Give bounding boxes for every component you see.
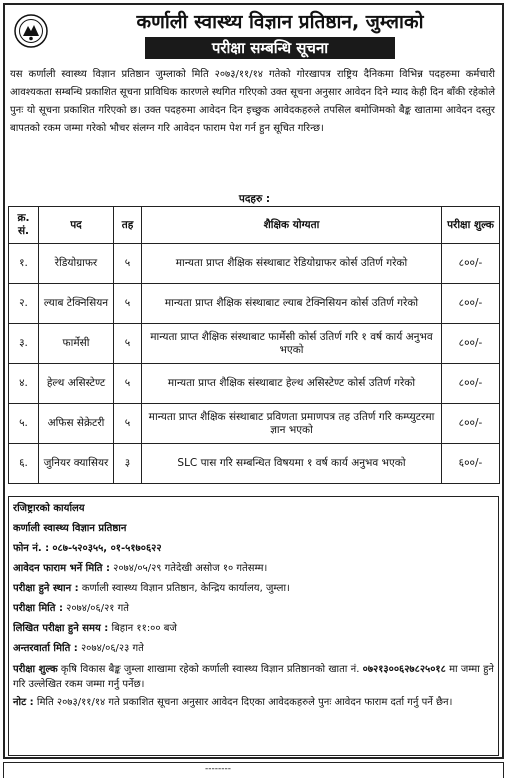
- cell-sn: २.: [9, 284, 39, 324]
- cell-qualification: मान्यता प्राप्त शैक्षिक संस्थाबाट रेडियोग्राफर कोर्स उतिर्ण गरेको: [142, 244, 442, 284]
- table-row: [9, 324, 500, 364]
- interview-date-line: [13, 639, 494, 659]
- fee-account: ०७२१३००६२७८२५०१८: [362, 664, 446, 675]
- fee-text-2: मा जम्मा हुने गरि उल्लेखित रकम जम्मा गर्नु पर्नेछ।: [13, 664, 494, 690]
- fee-label: परीक्षा शुल्क: [13, 664, 58, 675]
- exam-date-value: २०७४/०६/२१ गते: [66, 603, 129, 614]
- contact-details-box: [8, 496, 499, 756]
- col-header-post: पद: [39, 207, 114, 244]
- table-row: [9, 284, 500, 324]
- posts-table: [8, 206, 500, 484]
- col-header-level: तह: [114, 207, 142, 244]
- cell-post: हेल्थ असिस्टेण्ट: [39, 364, 114, 404]
- cell-qualification: मान्यता प्राप्त शैक्षिक संस्थाबाट प्रविणता प्रमाणपत्र तह उतिर्ण गरि कम्प्युटरमा ज्ञान भएको: [142, 404, 442, 444]
- exam-time-line: [13, 619, 494, 639]
- cell-fee: ६००/-: [442, 444, 500, 484]
- cell-qualification: मान्यता प्राप्त शैक्षिक संस्थाबाट फार्मेसी कोर्स उतिर्ण गरि १ वर्ष कार्य अनुभव भएको: [142, 324, 442, 364]
- cell-post: रेडियोग्राफर: [39, 244, 114, 284]
- venue-value: कर्णाली स्वास्थ्य विज्ञान प्रतिष्ठान, केन्द्रिय कार्यालय, जुम्ला।: [81, 583, 290, 594]
- cell-sn: ३.: [9, 324, 39, 364]
- interview-date-value: २०७४/०६/२३ गते: [80, 643, 144, 654]
- cell-post: अफिस सेक्रेटरी: [39, 404, 114, 444]
- office-name: रजिष्ट्रारको कार्यालय: [13, 503, 85, 514]
- cell-sn: ४.: [9, 364, 39, 404]
- table-row: [9, 244, 500, 284]
- phone-label: फोन नं. :: [13, 543, 50, 554]
- cell-fee: ८००/-: [442, 404, 500, 444]
- form-date-label: आवेदन फाराम भर्ने मिति :: [13, 563, 110, 574]
- cell-level: ५: [114, 244, 142, 284]
- venue-line: [13, 579, 494, 599]
- cell-sn: ६.: [9, 444, 39, 484]
- cell-post: फार्मेसी: [39, 324, 114, 364]
- institution-seal-icon: [14, 14, 48, 48]
- cell-fee: ८००/-: [442, 324, 500, 364]
- org-name: कर्णाली स्वास्थ्य विज्ञान प्रतिष्ठान: [13, 523, 127, 534]
- cell-level: ३: [114, 444, 142, 484]
- fee-text-1: कृषि विकास बैङ्क जुम्ला शाखामा रहेको कर्णाली स्वास्थ्य विज्ञान प्रतिष्ठानको खाता नं.: [60, 664, 360, 675]
- notice-heading: परीक्षा सम्बन्धि सूचना: [145, 37, 395, 59]
- next-notice-border: [3, 762, 504, 778]
- cell-fee: ८००/-: [442, 284, 500, 324]
- table-row: [9, 404, 500, 444]
- venue-label: परीक्षा हुने स्थान :: [13, 583, 79, 594]
- fee-paragraph: [13, 662, 494, 692]
- note-label: नोट :: [13, 697, 34, 708]
- cell-qualification: SLC पास गरि सम्बन्धित विषयमा १ वर्ष कार्य अनुभव भएको: [142, 444, 442, 484]
- exam-time-value: बिहान ११:०० बजे: [111, 623, 177, 634]
- cell-sn: १.: [9, 244, 39, 284]
- note-value: मिति २०७३/११/१४ गते प्रकाशित सूचना अनुसार आवेदन दिएका आवेदकहरुले पुनः आवेदन फाराम दर्ता गर्नु पर्ने छैन।: [36, 697, 453, 708]
- col-header-fee: परीक्षा शुल्क: [442, 207, 500, 244]
- exam-date-label: परीक्षा मिति :: [13, 603, 63, 614]
- table-row: [9, 364, 500, 404]
- cell-sn: ५.: [9, 404, 39, 444]
- form-date-value: २०७४/०५/२९ गतेदेखी असोज १० गतेसम्म।: [113, 563, 268, 574]
- cell-fee: ८००/-: [442, 244, 500, 284]
- cell-post: ल्याब टेक्निसियन: [39, 284, 114, 324]
- cell-level: ५: [114, 364, 142, 404]
- form-date-line: [13, 559, 494, 579]
- cell-level: ५: [114, 404, 142, 444]
- table-row: [9, 444, 500, 484]
- exam-date-line: [13, 599, 494, 619]
- next-notice-text: --------: [205, 764, 231, 774]
- posts-heading: पदहरु :: [238, 193, 271, 205]
- col-header-sn: क्र. सं.: [9, 207, 39, 244]
- cell-level: ५: [114, 324, 142, 364]
- cell-fee: ८००/-: [442, 364, 500, 404]
- phone-value: ०८७-५२०३५५, ०१-५१७०६२२: [52, 543, 162, 554]
- note-paragraph: [13, 695, 494, 710]
- org-title: कर्णाली स्वास्थ्य विज्ञान प्रतिष्ठान, जुम्लाको: [136, 11, 424, 33]
- phone-line: [13, 539, 494, 559]
- col-header-qualification: शैक्षिक योग्यता: [142, 207, 442, 244]
- interview-date-label: अन्तरवार्ता मिति :: [13, 643, 78, 654]
- cell-level: ५: [114, 284, 142, 324]
- exam-time-label: लिखित परीक्षा हुने समय :: [13, 623, 109, 634]
- table-header-row: [9, 207, 500, 244]
- intro-paragraph: यस कर्णाली स्वास्थ्य विज्ञान प्रतिष्ठान जुम्लाको मिति २०७३/११/१४ गतेको गोरखापत्र राष्ट्रिय दैनिकमा विभिन्न पदहरुमा कर्मचारी आवश्यकता सम्बन्धि प्रकाशित सूचना प्राविधिक कारणले स्थगित गरिएको उक्त सूचना अनुसार आवेदन दिने म्याद केही दिन बाँकी रहेकोले पुनः यो सूचना प्रकाशित गरिएको छ। उक्त पदहरुमा आवेदन दिन इच्छुक आवेदकहरुले तपसिल बमोजिमको बैङ्क खातामा आवेदन दस्तुर बापतको रकम जम्मा गरेको भौचर संलग्न गरि आवेदन फाराम पेश गर्न हुन सूचित गरिन्छ।: [10, 69, 495, 134]
- cell-post: जुनियर क्यासियर: [39, 444, 114, 484]
- cell-qualification: मान्यता प्राप्त शैक्षिक संस्थाबाट हेल्थ असिस्टेण्ट कोर्स उतिर्ण गरेको: [142, 364, 442, 404]
- cell-qualification: मान्यता प्राप्त शैक्षिक संस्थाबाट ल्याब टेक्निसियन कोर्स उतिर्ण गरेको: [142, 284, 442, 324]
